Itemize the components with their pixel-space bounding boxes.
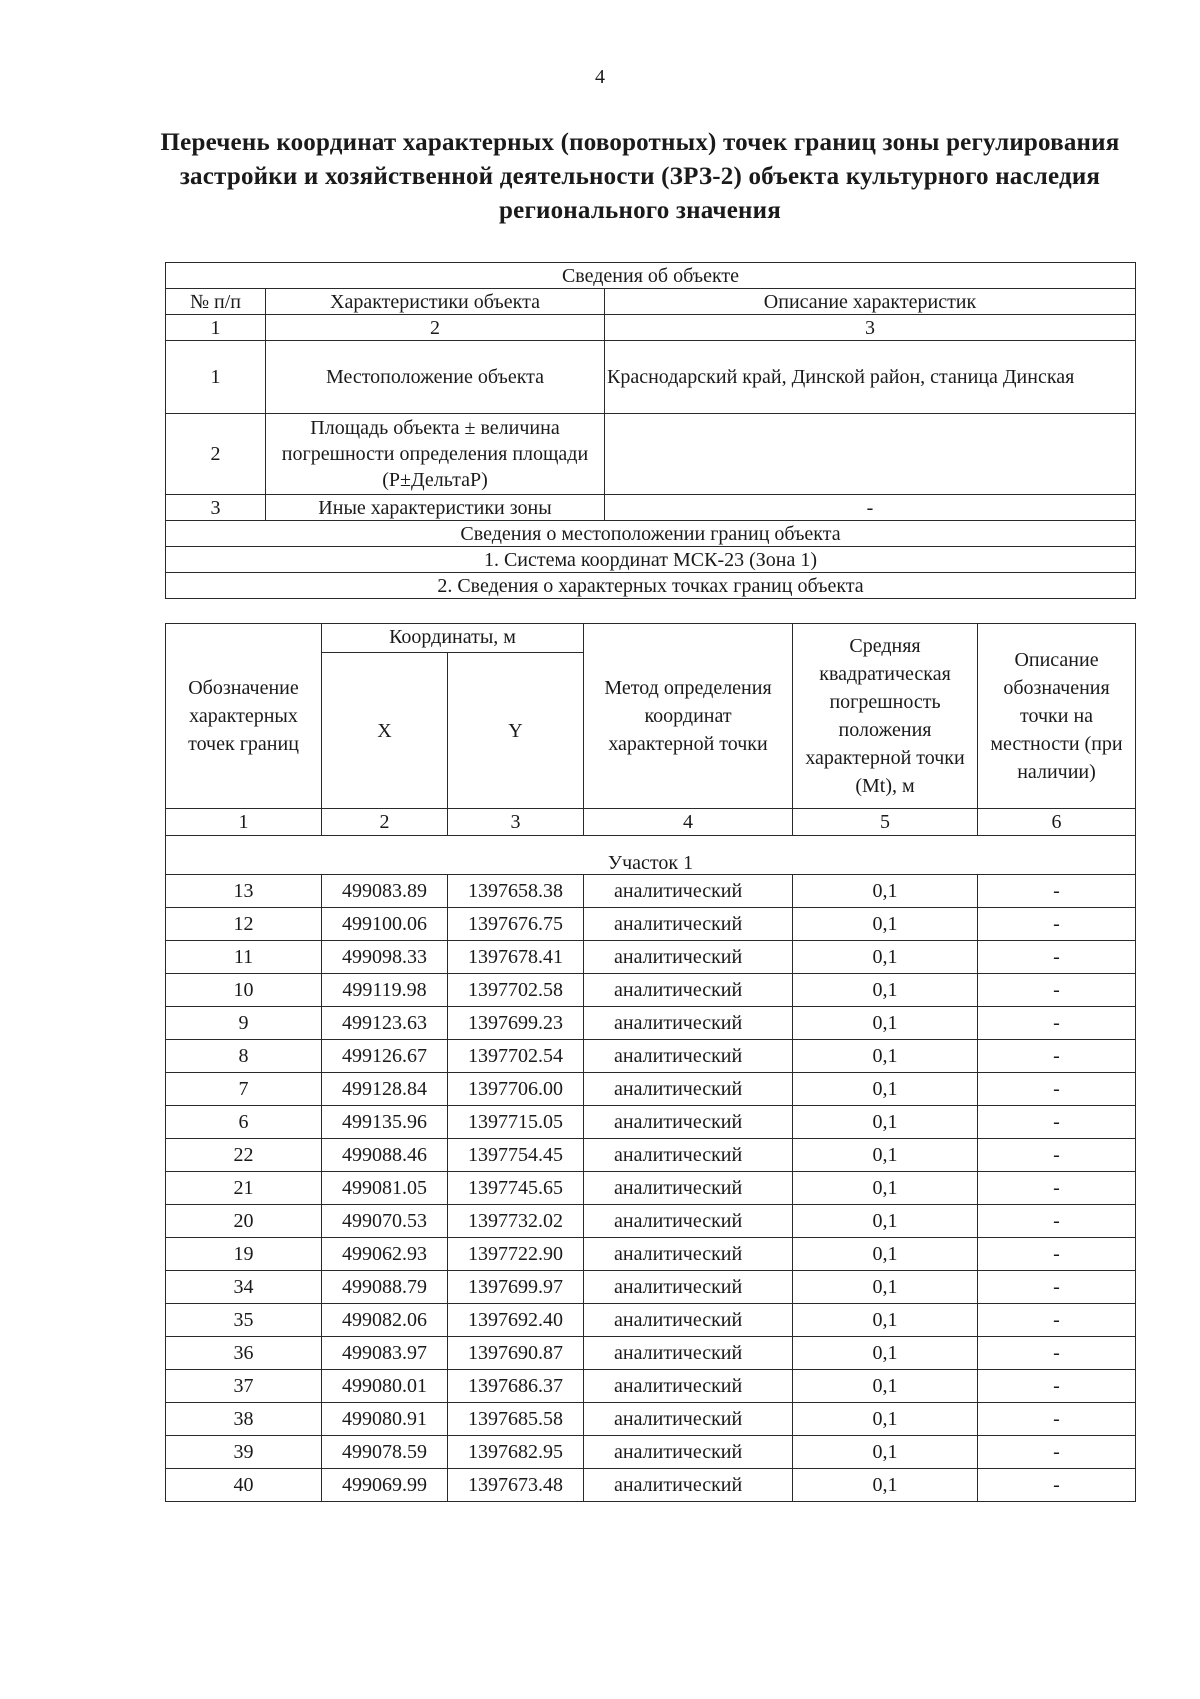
col-number-3: 3 (605, 315, 1136, 341)
point-x: 499098.33 (322, 941, 448, 974)
col-header-description: Описание характеристик (605, 289, 1136, 315)
point-number: 22 (166, 1139, 322, 1172)
point-x: 499062.93 (322, 1238, 448, 1271)
info-row-description: - (605, 495, 1136, 521)
info-row-description: Краснодарский край, Динской район, станица Динская (605, 341, 1136, 414)
point-y: 1397658.38 (448, 875, 584, 908)
point-y: 1397673.48 (448, 1469, 584, 1502)
point-description: - (978, 1436, 1136, 1469)
points-body (166, 875, 1136, 1502)
point-y: 1397690.87 (448, 1337, 584, 1370)
col-number-2: 2 (266, 315, 605, 341)
info-row-characteristic: Местоположение объекта (266, 341, 605, 414)
point-description: - (978, 1337, 1136, 1370)
point-y: 1397754.45 (448, 1139, 584, 1172)
point-number: 10 (166, 974, 322, 1007)
col-number-1: 1 (166, 315, 266, 341)
point-number: 35 (166, 1304, 322, 1337)
point-number: 39 (166, 1436, 322, 1469)
point-x: 499135.96 (322, 1106, 448, 1139)
point-description: - (978, 908, 1136, 941)
point-accuracy: 0,1 (793, 1040, 978, 1073)
point-x: 499128.84 (322, 1073, 448, 1106)
col-index: 3 (448, 809, 584, 836)
table-row (166, 908, 1136, 941)
header-method: Метод определения координат характерной точки (584, 624, 793, 809)
point-method: аналитический (584, 1139, 793, 1172)
point-number: 38 (166, 1403, 322, 1436)
point-y: 1397745.65 (448, 1172, 584, 1205)
col-index: 5 (793, 809, 978, 836)
table-row (166, 1040, 1136, 1073)
point-method: аналитический (584, 1469, 793, 1502)
point-accuracy: 0,1 (793, 1007, 978, 1040)
point-x: 499088.46 (322, 1139, 448, 1172)
point-accuracy: 0,1 (793, 1469, 978, 1502)
point-number: 19 (166, 1238, 322, 1271)
table-row (166, 1370, 1136, 1403)
col-header-number: № п/п (166, 289, 266, 315)
point-method: аналитический (584, 1238, 793, 1271)
point-accuracy: 0,1 (793, 1271, 978, 1304)
point-method: аналитический (584, 974, 793, 1007)
point-accuracy: 0,1 (793, 941, 978, 974)
point-description: - (978, 941, 1136, 974)
point-x: 499080.01 (322, 1370, 448, 1403)
points-table (165, 623, 1136, 1502)
point-number: 36 (166, 1337, 322, 1370)
point-number: 9 (166, 1007, 322, 1040)
point-number: 12 (166, 908, 322, 941)
point-number: 40 (166, 1469, 322, 1502)
point-description: - (978, 1304, 1136, 1337)
point-accuracy: 0,1 (793, 1106, 978, 1139)
header-y: Y (448, 653, 584, 809)
point-description: - (978, 1403, 1136, 1436)
point-x: 499070.53 (322, 1205, 448, 1238)
object-info-table (165, 262, 1136, 599)
point-x: 499081.05 (322, 1172, 448, 1205)
point-accuracy: 0,1 (793, 1304, 978, 1337)
col-index: 4 (584, 809, 793, 836)
point-description: - (978, 1205, 1136, 1238)
point-method: аналитический (584, 1403, 793, 1436)
point-description: - (978, 875, 1136, 908)
point-x: 499100.06 (322, 908, 448, 941)
point-method: аналитический (584, 1040, 793, 1073)
point-number: 20 (166, 1205, 322, 1238)
point-accuracy: 0,1 (793, 974, 978, 1007)
point-method: аналитический (584, 941, 793, 974)
header-point-description: Описание обозначения точки на местности (при наличии) (978, 624, 1136, 809)
table-row (166, 1271, 1136, 1304)
point-method: аналитический (584, 875, 793, 908)
info-row-number: 3 (166, 495, 266, 521)
table-row (166, 1172, 1136, 1205)
header-point-designation: Обозначение характерных точек границ (166, 624, 322, 809)
object-info-header: Сведения об объекте (166, 263, 1136, 289)
point-method: аналитический (584, 1073, 793, 1106)
point-y: 1397682.95 (448, 1436, 584, 1469)
table-row (166, 974, 1136, 1007)
point-accuracy: 0,1 (793, 1403, 978, 1436)
point-description: - (978, 1040, 1136, 1073)
point-number: 8 (166, 1040, 322, 1073)
point-y: 1397722.90 (448, 1238, 584, 1271)
table-row (166, 1436, 1136, 1469)
point-number: 21 (166, 1172, 322, 1205)
info-row-number: 1 (166, 341, 266, 414)
point-y: 1397715.05 (448, 1106, 584, 1139)
table-row (166, 1007, 1136, 1040)
point-number: 6 (166, 1106, 322, 1139)
point-description: - (978, 1007, 1136, 1040)
point-y: 1397686.37 (448, 1370, 584, 1403)
point-x: 499119.98 (322, 974, 448, 1007)
table-row (166, 1238, 1136, 1271)
table-row (166, 1304, 1136, 1337)
point-number: 13 (166, 875, 322, 908)
point-description: - (978, 974, 1136, 1007)
info-row-characteristic: Площадь объекта ± величина погрешности определения площади (Р±ДельтаР) (266, 414, 605, 495)
point-number: 7 (166, 1073, 322, 1106)
point-number: 11 (166, 941, 322, 974)
point-description: - (978, 1106, 1136, 1139)
point-x: 499083.89 (322, 875, 448, 908)
info-row-number: 2 (166, 414, 266, 495)
points-section-header: 2. Сведения о характерных точках границ объекта (166, 573, 1136, 599)
point-method: аналитический (584, 1271, 793, 1304)
point-description: - (978, 1139, 1136, 1172)
location-section-header: Сведения о местоположении границ объекта (166, 521, 1136, 547)
table-row (166, 1139, 1136, 1172)
point-description: - (978, 1271, 1136, 1304)
point-accuracy: 0,1 (793, 1172, 978, 1205)
point-x: 499088.79 (322, 1271, 448, 1304)
col-index: 6 (978, 809, 1136, 836)
point-description: - (978, 1172, 1136, 1205)
table-row (166, 875, 1136, 908)
point-y: 1397685.58 (448, 1403, 584, 1436)
table-row (166, 1469, 1136, 1502)
point-accuracy: 0,1 (793, 1370, 978, 1403)
point-x: 499123.63 (322, 1007, 448, 1040)
page-number: 4 (595, 66, 605, 88)
coordinate-system: 1. Система координат МСК-23 (Зона 1) (166, 547, 1136, 573)
point-accuracy: 0,1 (793, 1436, 978, 1469)
point-description: - (978, 1238, 1136, 1271)
point-method: аналитический (584, 908, 793, 941)
header-coordinates: Координаты, м (322, 624, 584, 653)
point-method: аналитический (584, 1007, 793, 1040)
point-x: 499078.59 (322, 1436, 448, 1469)
point-y: 1397699.23 (448, 1007, 584, 1040)
point-y: 1397699.97 (448, 1271, 584, 1304)
point-x: 499069.99 (322, 1469, 448, 1502)
point-description: - (978, 1469, 1136, 1502)
point-x: 499082.06 (322, 1304, 448, 1337)
table-row (166, 1205, 1136, 1238)
point-x: 499083.97 (322, 1337, 448, 1370)
point-accuracy: 0,1 (793, 875, 978, 908)
point-y: 1397732.02 (448, 1205, 584, 1238)
point-y: 1397702.54 (448, 1040, 584, 1073)
point-method: аналитический (584, 1106, 793, 1139)
table-row (166, 1106, 1136, 1139)
table-row (166, 941, 1136, 974)
section-label: Участок 1 (166, 836, 1136, 875)
point-x: 499080.91 (322, 1403, 448, 1436)
point-method: аналитический (584, 1172, 793, 1205)
info-row-description (605, 414, 1136, 495)
point-method: аналитический (584, 1304, 793, 1337)
point-method: аналитический (584, 1205, 793, 1238)
col-index: 1 (166, 809, 322, 836)
point-method: аналитический (584, 1337, 793, 1370)
point-accuracy: 0,1 (793, 1073, 978, 1106)
point-y: 1397702.58 (448, 974, 584, 1007)
point-y: 1397676.75 (448, 908, 584, 941)
point-accuracy: 0,1 (793, 1139, 978, 1172)
table-row (166, 1073, 1136, 1106)
point-method: аналитический (584, 1370, 793, 1403)
point-accuracy: 0,1 (793, 1337, 978, 1370)
point-number: 37 (166, 1370, 322, 1403)
point-description: - (978, 1073, 1136, 1106)
point-description: - (978, 1370, 1136, 1403)
header-x: X (322, 653, 448, 809)
document-title: Перечень координат характерных (поворотных) точек границ зоны регулирования застройки и хозяйственной деятельности (ЗРЗ-2) объекта культурного наследия регионального значения (160, 129, 1120, 224)
col-index: 2 (322, 809, 448, 836)
header-accuracy: Средняя квадратическая погрешность положения характерной точки (Mt), м (793, 624, 978, 809)
table-row (166, 1337, 1136, 1370)
table-row (166, 1403, 1136, 1436)
point-x: 499126.67 (322, 1040, 448, 1073)
point-accuracy: 0,1 (793, 1205, 978, 1238)
point-accuracy: 0,1 (793, 1238, 978, 1271)
point-y: 1397678.41 (448, 941, 584, 974)
point-number: 34 (166, 1271, 322, 1304)
point-method: аналитический (584, 1436, 793, 1469)
col-header-characteristic: Характеристики объекта (266, 289, 605, 315)
point-y: 1397706.00 (448, 1073, 584, 1106)
info-row-characteristic: Иные характеристики зоны (266, 495, 605, 521)
point-accuracy: 0,1 (793, 908, 978, 941)
point-y: 1397692.40 (448, 1304, 584, 1337)
